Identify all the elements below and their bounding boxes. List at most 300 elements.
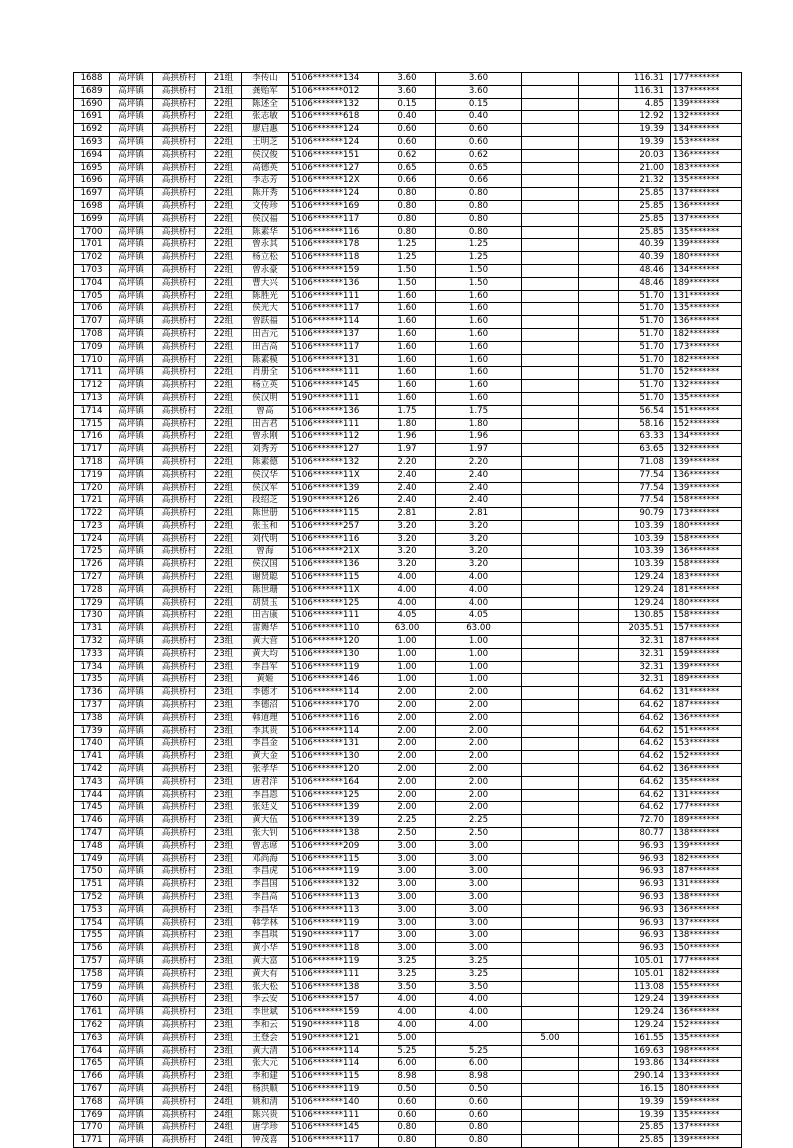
group-name-cell: 22组 [206,213,242,226]
group-name-cell: 23组 [206,904,242,917]
area-a-cell: 2.00 [436,802,522,815]
row-number-cell: 1771 [74,1135,110,1148]
area-b-cell [522,73,579,86]
phone-number-cell: 182******* [671,968,742,981]
person-name-cell: 李云安 [242,994,289,1007]
area-total-cell: 1.60 [379,354,436,367]
area-c-cell [579,764,619,777]
id-number-cell: 5106*******139 [289,815,379,828]
group-name-cell: 23组 [206,1071,242,1084]
row-number-cell: 1754 [74,917,110,930]
table-row [74,943,742,956]
area-a-cell: 1.60 [436,290,522,303]
id-number-cell: 5106*******111 [289,1109,379,1122]
area-b-cell [522,764,579,777]
row-number-cell: 1697 [74,188,110,201]
id-number-cell: 5106*******164 [289,776,379,789]
id-number-cell: 5106*******125 [289,597,379,610]
town-name-cell: 高坪镇 [110,636,153,649]
table-row [74,239,742,252]
town-name-cell: 高坪镇 [110,597,153,610]
table-row [74,892,742,905]
amount-cell: 51.70 [619,316,671,329]
village-name-cell: 高拱桥村 [153,533,206,546]
area-a-cell: 3.00 [436,892,522,905]
amount-cell: 103.39 [619,520,671,533]
phone-number-cell: 187******* [671,866,742,879]
area-a-cell: 4.00 [436,597,522,610]
group-name-cell: 23组 [206,738,242,751]
row-number-cell: 1759 [74,981,110,994]
group-name-cell: 24组 [206,1096,242,1109]
phone-number-cell: 131******* [671,789,742,802]
area-a-cell: 63.00 [436,623,522,636]
group-name-cell: 22组 [206,264,242,277]
town-name-cell: 高坪镇 [110,200,153,213]
amount-cell: 2035.51 [619,623,671,636]
amount-cell: 25.85 [619,1122,671,1135]
area-total-cell: 0.60 [379,136,436,149]
id-number-cell: 5190*******126 [289,495,379,508]
phone-number-cell: 153******* [671,136,742,149]
area-a-cell: 1.75 [436,405,522,418]
person-name-cell: 李昌高 [242,892,289,905]
table-row [74,661,742,674]
id-number-cell: 5106*******131 [289,354,379,367]
row-number-cell: 1747 [74,828,110,841]
group-name-cell: 23组 [206,1045,242,1058]
person-name-cell: 曾永其 [242,239,289,252]
person-name-cell: 李昌军 [242,661,289,674]
area-total-cell: 0.40 [379,111,436,124]
village-name-cell: 高拱桥村 [153,1007,206,1020]
amount-cell: 63.65 [619,444,671,457]
row-number-cell: 1749 [74,853,110,866]
amount-cell: 4.85 [619,98,671,111]
area-b-cell [522,840,579,853]
area-c-cell [579,316,619,329]
row-number-cell: 1755 [74,930,110,943]
area-total-cell: 2.00 [379,700,436,713]
town-name-cell: 高坪镇 [110,725,153,738]
town-name-cell: 高坪镇 [110,1019,153,1032]
group-name-cell: 23组 [206,636,242,649]
town-name-cell: 高坪镇 [110,879,153,892]
village-name-cell: 高拱桥村 [153,994,206,1007]
village-name-cell: 高拱桥村 [153,738,206,751]
area-c-cell [579,264,619,277]
area-total-cell: 1.60 [379,392,436,405]
row-number-cell: 1768 [74,1096,110,1109]
amount-cell: 103.39 [619,546,671,559]
area-b-cell [522,751,579,764]
phone-number-cell: 138******* [671,828,742,841]
area-c-cell [579,904,619,917]
area-c-cell [579,533,619,546]
area-c-cell [579,1071,619,1084]
area-c-cell [579,418,619,431]
table-row [74,955,742,968]
id-number-cell: 5106*******151 [289,149,379,162]
id-number-cell: 5106*******111 [289,418,379,431]
id-number-cell: 5106*******124 [289,124,379,137]
town-name-cell: 高坪镇 [110,584,153,597]
id-number-cell: 5106*******139 [289,482,379,495]
area-total-cell: 3.00 [379,866,436,879]
area-c-cell [579,149,619,162]
area-a-cell: 3.00 [436,917,522,930]
group-name-cell: 22组 [206,98,242,111]
person-name-cell: 李昌金 [242,738,289,751]
area-b-cell [522,853,579,866]
town-name-cell: 高坪镇 [110,124,153,137]
area-b-cell [522,674,579,687]
town-name-cell: 高坪镇 [110,687,153,700]
table-row [74,1135,742,1148]
town-name-cell: 高坪镇 [110,495,153,508]
phone-number-cell: 153******* [671,738,742,751]
person-name-cell: 李志芳 [242,175,289,188]
area-total-cell: 0.60 [379,124,436,137]
area-b-cell [522,828,579,841]
area-a-cell: 4.05 [436,610,522,623]
village-name-cell: 高拱桥村 [153,188,206,201]
area-total-cell: 0.50 [379,1083,436,1096]
id-number-cell: 5106*******110 [289,623,379,636]
group-name-cell: 23组 [206,840,242,853]
person-name-cell: 陈开秀 [242,188,289,201]
person-name-cell: 黄小华 [242,943,289,956]
group-name-cell: 22组 [206,392,242,405]
id-number-cell: 5106*******119 [289,661,379,674]
town-name-cell: 高坪镇 [110,277,153,290]
town-name-cell: 高坪镇 [110,328,153,341]
row-number-cell: 1688 [74,73,110,86]
row-number-cell: 1730 [74,610,110,623]
area-total-cell: 3.20 [379,533,436,546]
row-number-cell: 1743 [74,776,110,789]
area-c-cell [579,994,619,1007]
group-name-cell: 22组 [206,149,242,162]
table-row [74,648,742,661]
group-name-cell: 22组 [206,405,242,418]
area-c-cell [579,1058,619,1071]
id-number-cell: 5106*******11X [289,584,379,597]
town-name-cell: 高坪镇 [110,239,153,252]
row-number-cell: 1722 [74,508,110,521]
person-name-cell: 高德英 [242,162,289,175]
id-number-cell: 5106*******119 [289,917,379,930]
area-b-cell [522,200,579,213]
area-a-cell: 0.15 [436,98,522,111]
amount-cell: 129.24 [619,1019,671,1032]
area-a-cell: 1.60 [436,354,522,367]
group-name-cell: 23组 [206,994,242,1007]
row-number-cell: 1751 [74,879,110,892]
area-b-cell [522,188,579,201]
area-c-cell [579,1135,619,1148]
group-name-cell: 23组 [206,943,242,956]
amount-cell: 51.70 [619,392,671,405]
group-name-cell: 22组 [206,546,242,559]
table-row [74,636,742,649]
village-name-cell: 高拱桥村 [153,482,206,495]
town-name-cell: 高坪镇 [110,1135,153,1148]
village-name-cell: 高拱桥村 [153,239,206,252]
amount-cell: 25.85 [619,226,671,239]
person-name-cell: 杨立英 [242,380,289,393]
area-total-cell: 0.80 [379,213,436,226]
town-name-cell: 高坪镇 [110,661,153,674]
row-number-cell: 1734 [74,661,110,674]
village-name-cell: 高拱桥村 [153,175,206,188]
area-total-cell: 0.62 [379,149,436,162]
area-b-cell [522,124,579,137]
area-c-cell [579,98,619,111]
town-name-cell: 高坪镇 [110,840,153,853]
person-name-cell: 侯汉军 [242,482,289,495]
phone-number-cell: 137******* [671,1122,742,1135]
phone-number-cell: 198******* [671,1045,742,1058]
person-name-cell: 黄大有 [242,968,289,981]
amount-cell: 40.39 [619,252,671,265]
village-name-cell: 高拱桥村 [153,636,206,649]
town-name-cell: 高坪镇 [110,712,153,725]
table-row [74,303,742,316]
group-name-cell: 23组 [206,828,242,841]
town-name-cell: 高坪镇 [110,1096,153,1109]
town-name-cell: 高坪镇 [110,252,153,265]
area-b-cell [522,572,579,585]
table-row [74,687,742,700]
id-number-cell: 5106*******116 [289,533,379,546]
area-total-cell: 3.00 [379,840,436,853]
table-row [74,1007,742,1020]
area-a-cell: 3.50 [436,981,522,994]
area-a-cell: 3.25 [436,955,522,968]
area-a-cell: 4.00 [436,584,522,597]
person-name-cell: 侯汉俊 [242,149,289,162]
row-number-cell: 1724 [74,533,110,546]
person-name-cell: 陈世珊 [242,584,289,597]
row-number-cell: 1763 [74,1032,110,1045]
area-b-cell [522,892,579,905]
town-name-cell: 高坪镇 [110,341,153,354]
group-name-cell: 22组 [206,444,242,457]
id-number-cell: 5106*******145 [289,1122,379,1135]
area-a-cell: 2.20 [436,456,522,469]
group-name-cell: 22组 [206,610,242,623]
amount-cell: 77.54 [619,482,671,495]
phone-number-cell: 182******* [671,328,742,341]
group-name-cell: 22组 [206,303,242,316]
town-name-cell: 高坪镇 [110,98,153,111]
town-name-cell: 高坪镇 [110,73,153,86]
area-a-cell: 0.80 [436,226,522,239]
row-number-cell: 1714 [74,405,110,418]
area-c-cell [579,559,619,572]
area-total-cell: 1.60 [379,380,436,393]
row-number-cell: 1736 [74,687,110,700]
town-name-cell: 高坪镇 [110,469,153,482]
area-a-cell: 1.60 [436,341,522,354]
phone-number-cell: 132******* [671,380,742,393]
area-c-cell [579,328,619,341]
town-name-cell: 高坪镇 [110,213,153,226]
phone-number-cell: 136******* [671,904,742,917]
town-name-cell: 高坪镇 [110,1109,153,1122]
village-name-cell: 高拱桥村 [153,1096,206,1109]
group-name-cell: 24组 [206,1109,242,1122]
village-name-cell: 高拱桥村 [153,712,206,725]
area-total-cell: 2.20 [379,456,436,469]
area-a-cell: 3.00 [436,866,522,879]
group-name-cell: 23组 [206,879,242,892]
area-c-cell [579,354,619,367]
phone-number-cell: 134******* [671,264,742,277]
area-total-cell: 0.15 [379,98,436,111]
phone-number-cell: 137******* [671,188,742,201]
village-name-cell: 高拱桥村 [153,1045,206,1058]
area-b-cell [522,392,579,405]
table-row [74,700,742,713]
table-row [74,674,742,687]
amount-cell: 96.93 [619,917,671,930]
village-name-cell: 高拱桥村 [153,840,206,853]
id-number-cell: 5106*******136 [289,277,379,290]
person-name-cell: 唐学珍 [242,1122,289,1135]
table-row [74,520,742,533]
phone-number-cell: 131******* [671,290,742,303]
village-name-cell: 高拱桥村 [153,508,206,521]
area-b-cell [522,776,579,789]
village-name-cell: 高拱桥村 [153,610,206,623]
village-name-cell: 高拱桥村 [153,136,206,149]
group-name-cell: 23组 [206,917,242,930]
id-number-cell: 5106*******111 [289,290,379,303]
id-number-cell: 5106*******111 [289,968,379,981]
table-row [74,828,742,841]
area-a-cell: 0.80 [436,213,522,226]
id-number-cell: 5106*******117 [289,341,379,354]
town-name-cell: 高坪镇 [110,930,153,943]
group-name-cell: 22组 [206,431,242,444]
group-name-cell: 23组 [206,648,242,661]
group-name-cell: 23组 [206,802,242,815]
phone-number-cell: 139******* [671,482,742,495]
village-name-cell: 高拱桥村 [153,892,206,905]
group-name-cell: 23组 [206,981,242,994]
row-number-cell: 1704 [74,277,110,290]
phone-number-cell: 187******* [671,700,742,713]
area-c-cell [579,930,619,943]
area-total-cell: 1.50 [379,264,436,277]
town-name-cell: 高坪镇 [110,1122,153,1135]
id-number-cell: 5106*******132 [289,98,379,111]
row-number-cell: 1694 [74,149,110,162]
area-b-cell [522,1071,579,1084]
town-name-cell: 高坪镇 [110,917,153,930]
id-number-cell: 5190*******111 [289,392,379,405]
area-c-cell [579,392,619,405]
phone-number-cell: 139******* [671,98,742,111]
village-name-cell: 高拱桥村 [153,252,206,265]
row-number-cell: 1731 [74,623,110,636]
phone-number-cell: 134******* [671,431,742,444]
area-total-cell: 0.80 [379,226,436,239]
group-name-cell: 24组 [206,1083,242,1096]
area-c-cell [579,815,619,828]
id-number-cell: 5190*******121 [289,1032,379,1045]
amount-cell: 64.62 [619,712,671,725]
group-name-cell: 22组 [206,277,242,290]
area-c-cell [579,610,619,623]
area-c-cell [579,572,619,585]
area-c-cell [579,290,619,303]
area-b-cell [522,111,579,124]
person-name-cell: 姚和清 [242,1096,289,1109]
phone-number-cell: 136******* [671,149,742,162]
table-row [74,124,742,137]
village-name-cell: 高拱桥村 [153,264,206,277]
table-row [74,994,742,1007]
area-b-cell [522,520,579,533]
area-c-cell [579,840,619,853]
person-name-cell: 陈胜光 [242,290,289,303]
area-c-cell [579,277,619,290]
amount-cell: 32.31 [619,636,671,649]
area-total-cell: 0.80 [379,200,436,213]
person-name-cell: 曾永刚 [242,431,289,444]
area-b-cell [522,597,579,610]
village-name-cell: 高拱桥村 [153,85,206,98]
town-name-cell: 高坪镇 [110,290,153,303]
person-name-cell: 侯汉福 [242,213,289,226]
area-total-cell: 2.00 [379,776,436,789]
phone-number-cell: 136******* [671,1007,742,1020]
area-b-cell [522,661,579,674]
table-row [74,98,742,111]
area-b-cell [522,213,579,226]
table-row [74,879,742,892]
phone-number-cell: 157******* [671,623,742,636]
person-name-cell: 李德沼 [242,700,289,713]
person-name-cell: 龚贻军 [242,85,289,98]
table-row [74,495,742,508]
area-total-cell: 3.00 [379,904,436,917]
table-row [74,776,742,789]
area-c-cell [579,367,619,380]
row-number-cell: 1701 [74,239,110,252]
area-b-cell [522,981,579,994]
area-b-cell [522,994,579,1007]
person-name-cell: 杨立松 [242,252,289,265]
person-name-cell: 田吉康 [242,610,289,623]
area-total-cell: 2.40 [379,482,436,495]
area-total-cell: 2.00 [379,751,436,764]
table-row [74,1109,742,1122]
village-name-cell: 高拱桥村 [153,661,206,674]
area-a-cell: 0.65 [436,162,522,175]
village-name-cell: 高拱桥村 [153,584,206,597]
town-name-cell: 高坪镇 [110,482,153,495]
group-name-cell: 22组 [206,418,242,431]
group-name-cell: 23组 [206,751,242,764]
amount-cell: 12.92 [619,111,671,124]
phone-number-cell: 158******* [671,610,742,623]
area-total-cell: 2.40 [379,469,436,482]
town-name-cell: 高坪镇 [110,546,153,559]
